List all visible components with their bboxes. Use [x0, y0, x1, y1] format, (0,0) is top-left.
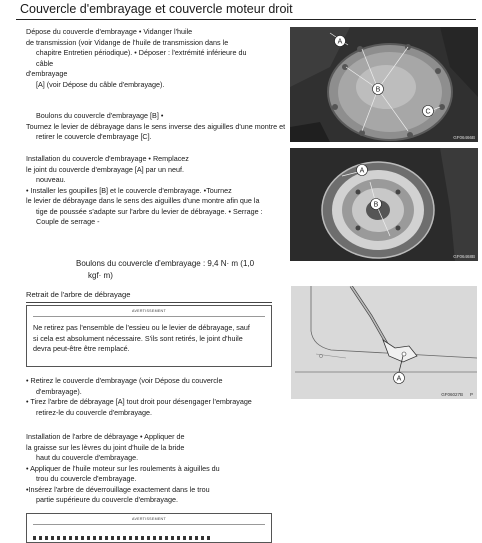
section-rule	[26, 302, 272, 303]
text-line: trou du couvercle d'embrayage.	[36, 474, 137, 483]
section-heading-shaft-removal: Retrait de l'arbre de débrayage	[26, 290, 131, 299]
text-line: Dépose du couvercle d'embrayage • Vidanger l'huile	[26, 27, 193, 36]
text-line: • Tirez l'arbre de débrayage [A] tout droit pour désengager l'embrayage	[26, 397, 252, 406]
warning-header: AVERTISSEMENT	[132, 517, 166, 521]
warning-box	[26, 305, 272, 367]
engine-photo-2	[290, 148, 478, 261]
clutch-cover-installation-text	[26, 154, 296, 228]
text-line: Boulons du couvercle d'embrayage [B] •	[36, 111, 164, 120]
warning-header: AVERTISSEMENT	[132, 309, 166, 313]
text-line: chapitre Entretien périodique). • Déposer : l'extrémité inférieure du	[36, 48, 247, 57]
text-line: d'embrayage).	[36, 386, 82, 396]
clutch-cover-bolts-text	[26, 111, 326, 143]
callout-b	[371, 199, 382, 210]
figure-caption: GF06468B	[453, 254, 475, 259]
figure-clutch-housing	[290, 148, 478, 261]
title-rule	[16, 19, 476, 20]
callout-label: A	[337, 38, 343, 46]
shaft-installation-text	[26, 432, 286, 506]
callout-label: A	[396, 375, 402, 383]
callout-label: B	[373, 201, 379, 209]
page-title: Couvercle d'embrayage et couvercle moteur droit	[20, 2, 293, 16]
torque-spec	[76, 258, 286, 282]
text-line: Installation du couvercle d'embrayage • Remplacez	[26, 154, 189, 163]
engine-photo-1	[290, 27, 478, 142]
callout-label: A	[359, 167, 365, 175]
callout-a	[394, 373, 405, 384]
callout-label: C	[425, 108, 431, 116]
text-line: [A] (voir Dépose du câble d'embrayage).	[36, 79, 165, 89]
clutch-cover-removal-text	[26, 27, 296, 90]
warning-text	[33, 323, 265, 355]
text-line: • Retirez le couvercle d'embrayage (voir Dépose du couvercle	[26, 376, 223, 385]
text-line: haut du couvercle d'embrayage.	[36, 453, 139, 462]
figure-clutch-cover	[290, 27, 478, 142]
torque-line: kgf· m)	[88, 271, 113, 280]
shaft-removal-steps	[26, 376, 286, 418]
callout-label: B	[375, 86, 381, 94]
warning-rule	[33, 316, 265, 317]
text-line: • Appliquer de l'huile moteur sur les roulements à aiguilles du	[26, 463, 220, 473]
text-line: retirer le couvercle d'embrayage [C].	[36, 132, 152, 141]
callout-b	[373, 84, 384, 95]
text-line: tige de poussée s'adapte sur l'arbre du levier de débrayage. • Serrage :	[36, 206, 263, 216]
figure-caption: GF06466B	[453, 135, 475, 140]
text-line: Installation de l'arbre de débrayage • Appliquer de	[26, 432, 185, 441]
text-line: partie supérieure du couvercle d'embrayage.	[36, 495, 179, 504]
callout-a	[335, 36, 346, 47]
text-line: le joint du couvercle d'embrayage [A] par un neuf.	[26, 164, 184, 174]
release-shaft-drawing	[291, 286, 477, 399]
text-line: le levier de débrayage dans le sens des aiguilles d'une montre afin que la	[26, 196, 260, 205]
figure-mark: P	[469, 392, 473, 397]
text-line: de transmission (voir Vidange de l'huile de transmission dans le	[26, 37, 229, 47]
text-line: câble	[36, 58, 54, 68]
text-line: Couple de serrage -	[36, 217, 100, 226]
text-line: Ne retirez pas l'ensemble de l'essieu ou le levier de débrayage, sauf	[33, 323, 250, 332]
callout-c	[423, 106, 434, 117]
cut-off-text	[33, 536, 213, 540]
text-line: devra peut-être être remplacé.	[33, 344, 130, 353]
text-line: • Installer les goupilles [B] et le couvercle d'embrayage. •Tournez	[26, 185, 232, 195]
text-line: retirez-le du couvercle d'embrayage.	[36, 407, 153, 417]
warning-box	[26, 513, 272, 543]
figure-caption: GF06027B	[441, 392, 463, 397]
callout-a	[357, 165, 368, 176]
torque-line: Boulons du couvercle d'embrayage : 9,4 N· m (1,0	[76, 259, 255, 268]
text-line: Tournez le levier de débrayage dans le sens inverse des aiguilles d'une montre et	[26, 121, 286, 131]
text-line: nouveau.	[36, 175, 66, 184]
text-line: si cela est absolument nécessaire. S'ils sont retirés, le joint d'huile	[33, 333, 243, 343]
text-line: •Insérez l'arbre de déverrouillage exactement dans le trou	[26, 484, 210, 494]
warning-rule	[33, 524, 265, 525]
text-line: la graisse sur les lèvres du joint d'huile de la bride	[26, 442, 185, 452]
text-line: d'embrayage	[26, 69, 68, 78]
figure-release-shaft	[291, 286, 477, 399]
